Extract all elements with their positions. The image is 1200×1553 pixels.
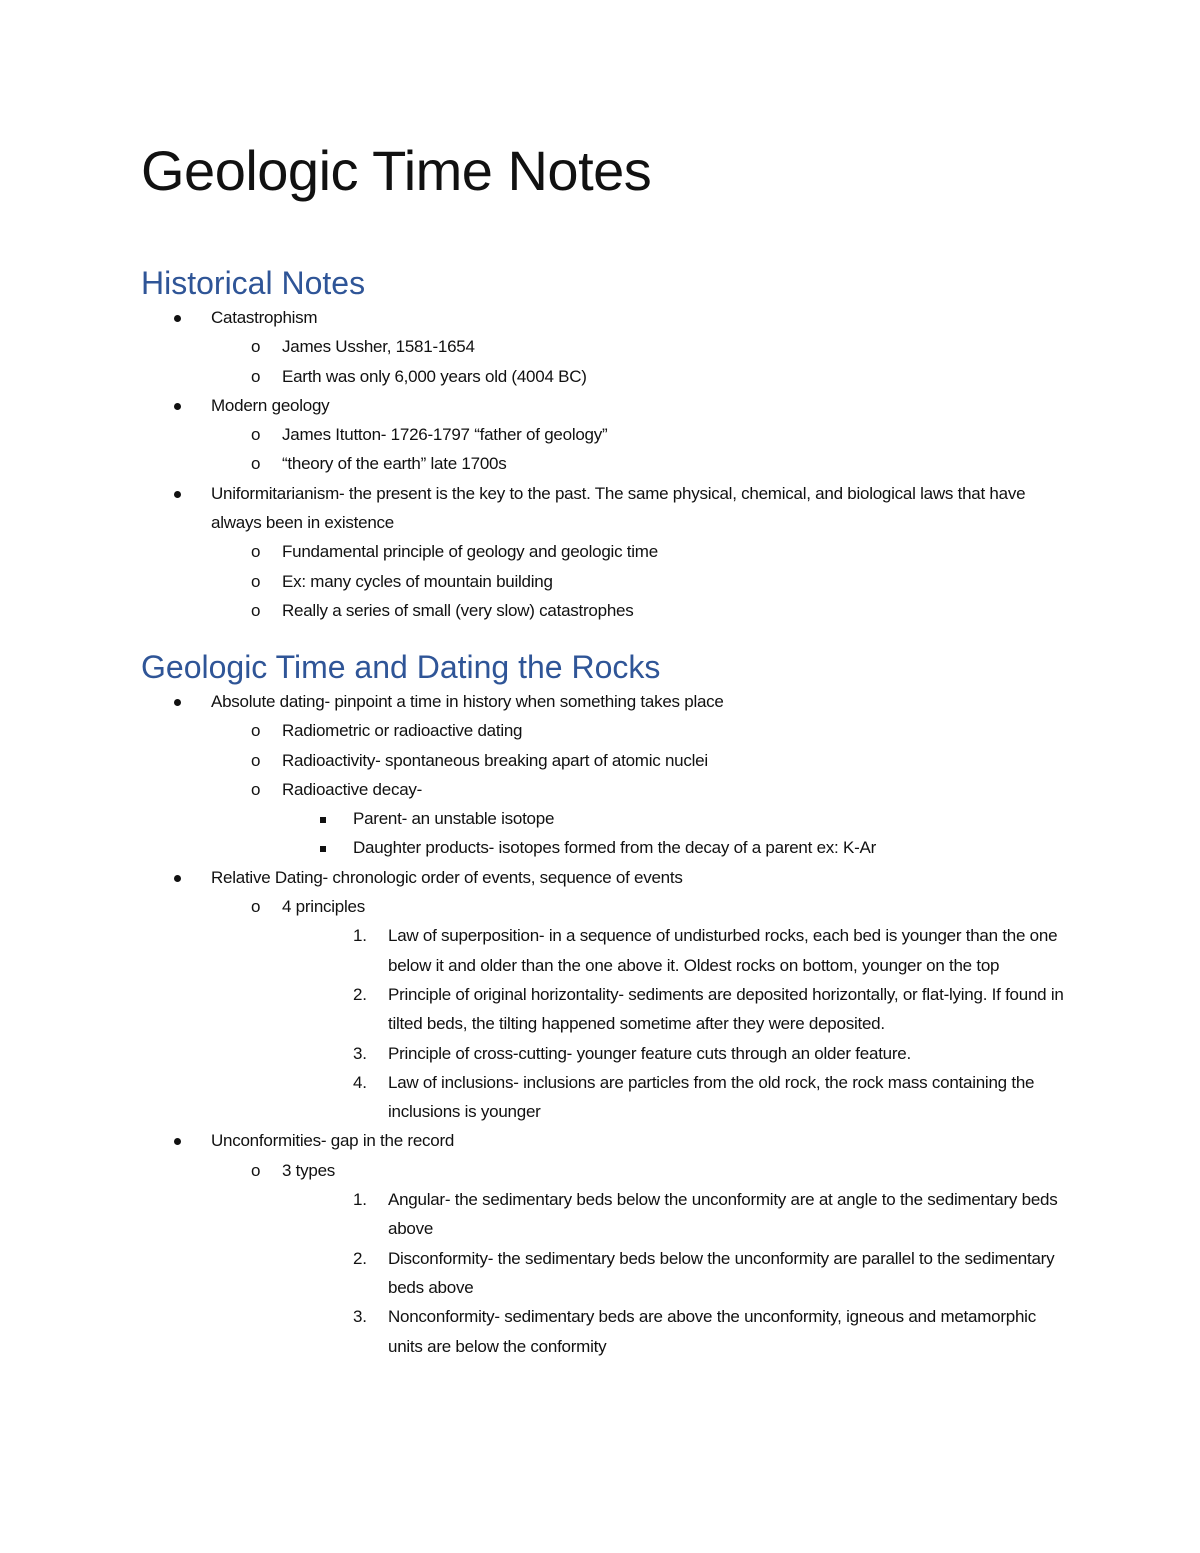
- list-item-text: Absolute dating- pinpoint a time in history when something takes place: [211, 692, 724, 711]
- page-title: Geologic Time Notes: [141, 139, 652, 202]
- list-item-text: Modern geology: [211, 395, 330, 415]
- list-item: [141, 1068, 1066, 1127]
- list-item: [141, 362, 1066, 391]
- list-item-text: Fundamental principle of geology and geologic time: [282, 542, 658, 562]
- historical-notes-list: [141, 303, 1066, 625]
- list-item: [141, 980, 1066, 1039]
- bullet-circle-icon: o: [251, 897, 261, 917]
- list-item: [141, 687, 1066, 716]
- list-item-text: Daughter products- isotopes formed from the decay of a parent ex: K-Ar: [353, 838, 876, 858]
- list-item: [141, 391, 1066, 420]
- section-heading-historical-notes: Historical Notes: [141, 265, 366, 301]
- list-item-text: James Itutton- 1726-1797 “father of geology”: [282, 425, 608, 445]
- list-item: [141, 567, 1066, 596]
- bullet-circle-icon: o: [251, 721, 261, 741]
- list-item: [141, 596, 1066, 625]
- bullet-circle-icon: o: [251, 600, 261, 620]
- list-item: [141, 332, 1066, 361]
- list-item: [141, 863, 1066, 892]
- list-item-text: Law of superposition- in a sequence of undisturbed rocks, each bed is younger than the one below it and older than the one above it. Oldest rocks on bottom, younger on the top: [388, 926, 1058, 975]
- list-number: 1.: [353, 926, 367, 946]
- list-item-text: Principle of cross-cutting- younger feature cuts through an older feature.: [388, 1043, 911, 1063]
- bullet-circle-icon: o: [251, 425, 261, 445]
- bullet-disc-icon: [174, 303, 181, 332]
- bullet-disc-icon: [174, 479, 181, 508]
- geologic-time-list: [141, 687, 1066, 1361]
- list-item: [141, 833, 1066, 862]
- list-item-text: Unconformities- gap in the record: [211, 1131, 455, 1151]
- bullet-circle-icon: o: [251, 1160, 261, 1180]
- list-number: 2.: [353, 1248, 367, 1268]
- list-item-text: Relative Dating- chronologic order of events, sequence of events: [211, 867, 683, 887]
- list-number: 3.: [353, 1043, 367, 1063]
- bullet-disc-icon: [174, 391, 181, 420]
- list-number: 4.: [353, 1072, 367, 1092]
- list-item: [141, 1185, 1066, 1244]
- list-item-text: Earth was only 6,000 years old (4004 BC): [282, 366, 587, 386]
- list-item-text: James Ussher, 1581-1654: [282, 337, 475, 357]
- list-item: [141, 716, 1066, 745]
- list-item: [141, 1039, 1066, 1068]
- list-item-text: 4 principles: [282, 897, 365, 917]
- list-item: [141, 1302, 1066, 1361]
- list-item: [141, 1244, 1066, 1303]
- bullet-square-icon: [320, 833, 326, 862]
- bullet-disc-icon: [174, 863, 181, 892]
- list-item: [141, 775, 1066, 804]
- list-item-text: Radiometric or radioactive dating: [282, 721, 523, 741]
- list-item-text: Angular- the sedimentary beds below the unconformity are at angle to the sedimentary beds above: [388, 1190, 1058, 1239]
- list-item-text: Uniformitarianism- the present is the key to the past. The same physical, chemical, and biological laws that have always been in existence: [211, 483, 1026, 533]
- bullet-circle-icon: o: [251, 750, 261, 770]
- list-number: 2.: [353, 984, 367, 1004]
- list-item-text: Parent- an unstable isotope: [353, 809, 555, 829]
- list-item-text: 3 types: [282, 1160, 336, 1180]
- list-item: [141, 1126, 1066, 1155]
- bullet-disc-icon: [174, 687, 181, 716]
- list-item-text: Ex: many cycles of mountain building: [282, 571, 553, 591]
- list-item-text: Really a series of small (very slow) catastrophes: [282, 600, 634, 620]
- list-item-text: Radioactivity- spontaneous breaking apart of atomic nuclei: [282, 750, 708, 770]
- bullet-circle-icon: o: [251, 454, 261, 474]
- bullet-disc-icon: [174, 1126, 181, 1155]
- section-heading-geologic-time: Geologic Time and Dating the Rocks: [141, 649, 661, 685]
- list-item: [141, 804, 1066, 833]
- list-item: [141, 420, 1066, 449]
- list-item-text: Nonconformity- sedimentary beds are above the unconformity, igneous and metamorphic units are below the conformity: [388, 1307, 1036, 1356]
- list-item: [141, 449, 1066, 478]
- bullet-circle-icon: o: [251, 337, 261, 357]
- bullet-circle-icon: o: [251, 571, 261, 591]
- list-item-text: Catastrophism: [211, 308, 318, 327]
- list-item-text: “theory of the earth” late 1700s: [282, 454, 507, 474]
- list-item: [141, 303, 1066, 332]
- list-item-text: Principle of original horizontality- sediments are deposited horizontally, or flat-lying. If found in tilted beds, the tilting happened sometime after they were deposited.: [388, 984, 1064, 1034]
- list-item: [141, 921, 1066, 980]
- bullet-circle-icon: o: [251, 366, 261, 386]
- list-item-text: Disconformity- the sedimentary beds below the unconformity are parallel to the sedimentary beds above: [388, 1248, 1055, 1297]
- list-item: [141, 537, 1066, 566]
- list-item: [141, 1156, 1066, 1185]
- list-item: [141, 892, 1066, 921]
- list-number: 1.: [353, 1190, 367, 1210]
- list-number: 3.: [353, 1307, 367, 1327]
- list-item-text: Law of inclusions- inclusions are particles from the old rock, the rock mass containing the inclusions is younger: [388, 1072, 1035, 1122]
- list-item-text: Radioactive decay-: [282, 779, 423, 799]
- bullet-circle-icon: o: [251, 542, 261, 562]
- list-item: [141, 746, 1066, 775]
- list-item: [141, 479, 1066, 538]
- bullet-circle-icon: o: [251, 779, 261, 799]
- bullet-square-icon: [320, 804, 326, 833]
